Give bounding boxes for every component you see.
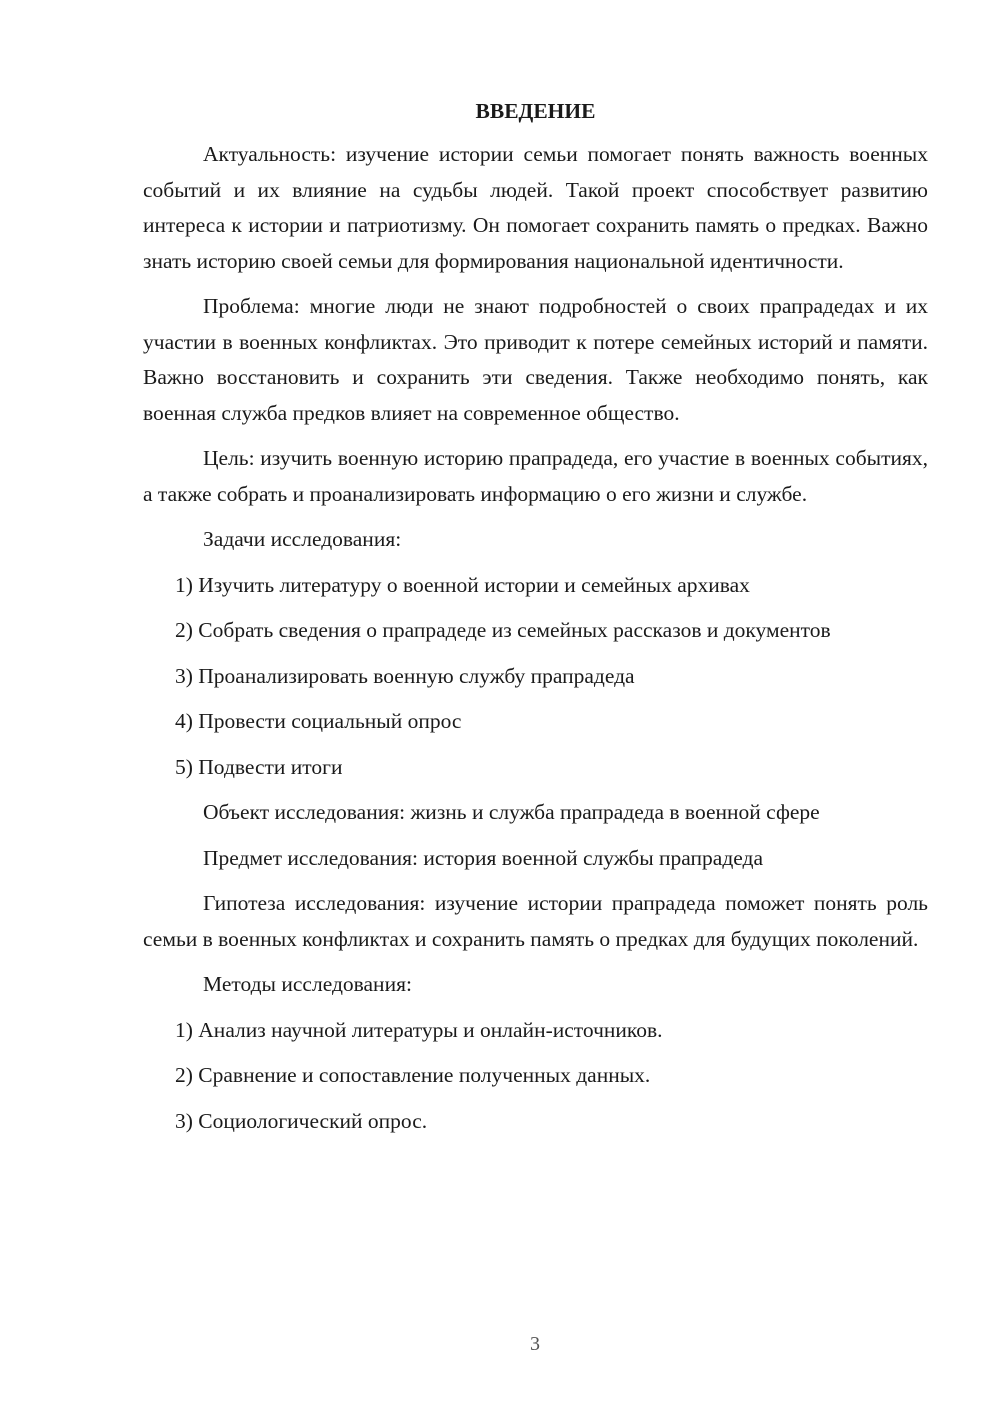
method-item: 2) Сравнение и сопоставление полученных данных.: [175, 1063, 651, 1087]
page-title: ВВЕДЕНИЕ: [475, 99, 596, 123]
page-content: [143, 94, 928, 1149]
page-number: 3: [530, 1333, 540, 1355]
method-item: 1) Анализ научной литературы и онлайн-источников.: [175, 1017, 663, 1042]
goal-paragraph: Цель: изучить военную историю прапрадеда, его участие в военных событиях, а также собрать и проанализировать информацию о его жизни и службе.: [143, 446, 928, 506]
tasks-heading: Задачи исследования:: [203, 527, 402, 551]
relevance-paragraph: Актуальность: изучение истории семьи помогает понять важность военных событий и их влияние на судьбы людей. Такой проект способствует развитию интереса к истории и патриотизму. Он помогает сохранить память о предках. Важно знать историю своей семьи для формирования национальной идентичности.: [143, 142, 928, 273]
task-item: 5) Подвести итоги: [175, 754, 343, 779]
research-subject: Предмет исследования: история военной службы прапрадеда: [203, 845, 764, 870]
task-item: 3) Проанализировать военную службу прапрадеда: [175, 663, 635, 688]
task-item: 2) Собрать сведения о прапрадеде из семейных рассказов и документов: [175, 618, 831, 642]
research-object: Объект исследования: жизнь и служба прапрадеда в военной сфере: [203, 800, 820, 824]
hypothesis-paragraph: Гипотеза исследования: изучение истории прапрадеда поможет понять роль семьи в военных конфликтах и сохранить память о предках для будущих поколений.: [143, 891, 928, 951]
task-item: 4) Провести социальный опрос: [175, 709, 462, 733]
methods-heading: Методы исследования:: [203, 972, 412, 996]
task-item: 1) Изучить литературу о военной истории и семейных архивах: [175, 572, 750, 597]
problem-paragraph: Проблема: многие люди не знают подробностей о своих прапрадедах и их участии в военных конфликтах. Это приводит к потере семейных историй и памяти. Важно восстановить и сохранить эти сведения. Также необходимо понять, как военная служба предков влияет на современное общество.: [143, 294, 928, 425]
method-item: 3) Социологический опрос.: [175, 1108, 428, 1133]
